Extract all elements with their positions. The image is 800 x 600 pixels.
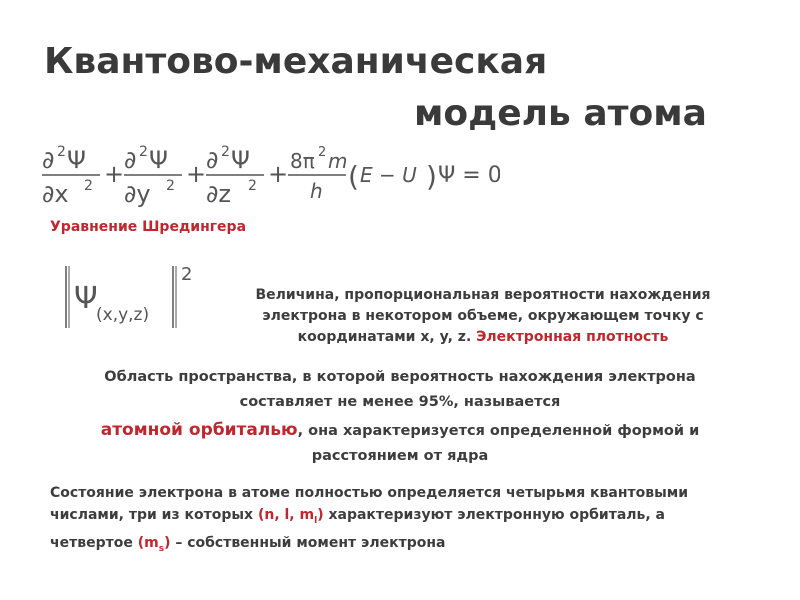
- density-line-3-prefix: координатами x, y, z.: [297, 329, 477, 345]
- formula-plus2: +: [186, 160, 207, 188]
- formula-d2: ∂: [124, 146, 137, 174]
- state-line-3-suffix: – собственный момент электрона: [170, 534, 446, 551]
- psi-symbol: Ψ: [74, 281, 98, 316]
- orbital-numbers-open: (n, l, m: [257, 507, 315, 523]
- formula-sup-dx: 2: [84, 178, 93, 194]
- spin-number-open: (m: [137, 534, 159, 551]
- psi-power: 2: [181, 264, 193, 285]
- formula-m: m: [328, 149, 348, 173]
- formula-h: h: [310, 179, 323, 203]
- formula-psi1: Ψ: [67, 146, 86, 174]
- formula-sup2: 2: [139, 144, 148, 160]
- orbital-line-1: [60, 418, 740, 444]
- formula-close-paren: ): [426, 160, 437, 193]
- psi-squared: [60, 258, 210, 333]
- orbital-numbers: [257, 507, 324, 526]
- state-line-1: Состояние электрона в атоме полностью определяется четырьмя квантовыми: [50, 485, 689, 501]
- schrodinger-formula: [40, 140, 500, 208]
- psi-svg: [60, 258, 210, 333]
- formula-dy: ∂y: [124, 180, 151, 208]
- spin-number-sub: s: [158, 543, 165, 554]
- formula-sup1: 2: [57, 144, 66, 160]
- orbital-line-2: расстоянием от ядра: [311, 448, 489, 464]
- formula-d3: ∂: [206, 146, 219, 174]
- region-description: [60, 365, 740, 415]
- density-line-3: [218, 327, 748, 348]
- formula-psi2: Ψ: [149, 146, 168, 174]
- formula-sup3: 2: [221, 144, 230, 160]
- formula-sup-dz: 2: [248, 178, 257, 194]
- density-line-2: электрона в некотором объеме, окружающем точку с: [262, 308, 704, 324]
- density-description: [218, 285, 748, 348]
- title-line-1: Квантово-механическая: [44, 41, 548, 82]
- state-line-3-prefix: четвертое: [50, 534, 138, 551]
- spin-number-close: ): [164, 534, 171, 551]
- formula-coef: 8π: [290, 149, 315, 173]
- quantum-state-description: [50, 482, 770, 560]
- orbital-line-1-rest: , она характеризуется определенной формой и: [297, 423, 700, 439]
- orbital-numbers-close: ): [317, 507, 324, 523]
- formula-dz: ∂z: [206, 180, 232, 208]
- formula-plus3: +: [268, 160, 289, 188]
- formula-open-paren: (: [348, 160, 359, 193]
- formula-sup-dy: 2: [166, 178, 175, 194]
- formula-dx: ∂x: [42, 180, 69, 208]
- psi-subscript: (x,y,z): [96, 305, 150, 325]
- region-line-2: составляет не менее 95%, называется: [239, 394, 561, 410]
- formula-svg: [40, 140, 500, 208]
- orbital-numbers-sub: l: [314, 515, 318, 526]
- page-title: [44, 36, 707, 140]
- formula-e-minus-u: E − U: [360, 163, 417, 187]
- formula-d1: ∂: [42, 146, 55, 174]
- spin-number: [137, 534, 171, 554]
- title-line-2: модель атома: [414, 93, 707, 135]
- formula-plus1: +: [104, 160, 125, 188]
- state-line-3: [50, 532, 770, 560]
- formula-psi3: Ψ: [231, 146, 250, 174]
- formula-sup-pi: 2: [318, 145, 327, 160]
- state-line-2: [50, 504, 770, 532]
- orbital-description: [60, 418, 740, 469]
- atomic-orbital-term: атомной орбиталью: [100, 420, 298, 440]
- electron-density-term: Электронная плотность: [476, 329, 669, 345]
- formula-equals-zero: Ψ = 0: [438, 163, 500, 188]
- region-line-1: Область пространства, в которой вероятность нахождения электрона: [104, 369, 696, 385]
- equation-label: Уравнение Шредингера: [50, 219, 247, 235]
- state-line-2-suffix: характеризуют электронную орбиталь, а: [323, 507, 666, 523]
- density-line-1: Величина, пропорциональная вероятности нахождения: [255, 287, 711, 303]
- state-line-2-prefix: числами, три из которых: [50, 507, 258, 523]
